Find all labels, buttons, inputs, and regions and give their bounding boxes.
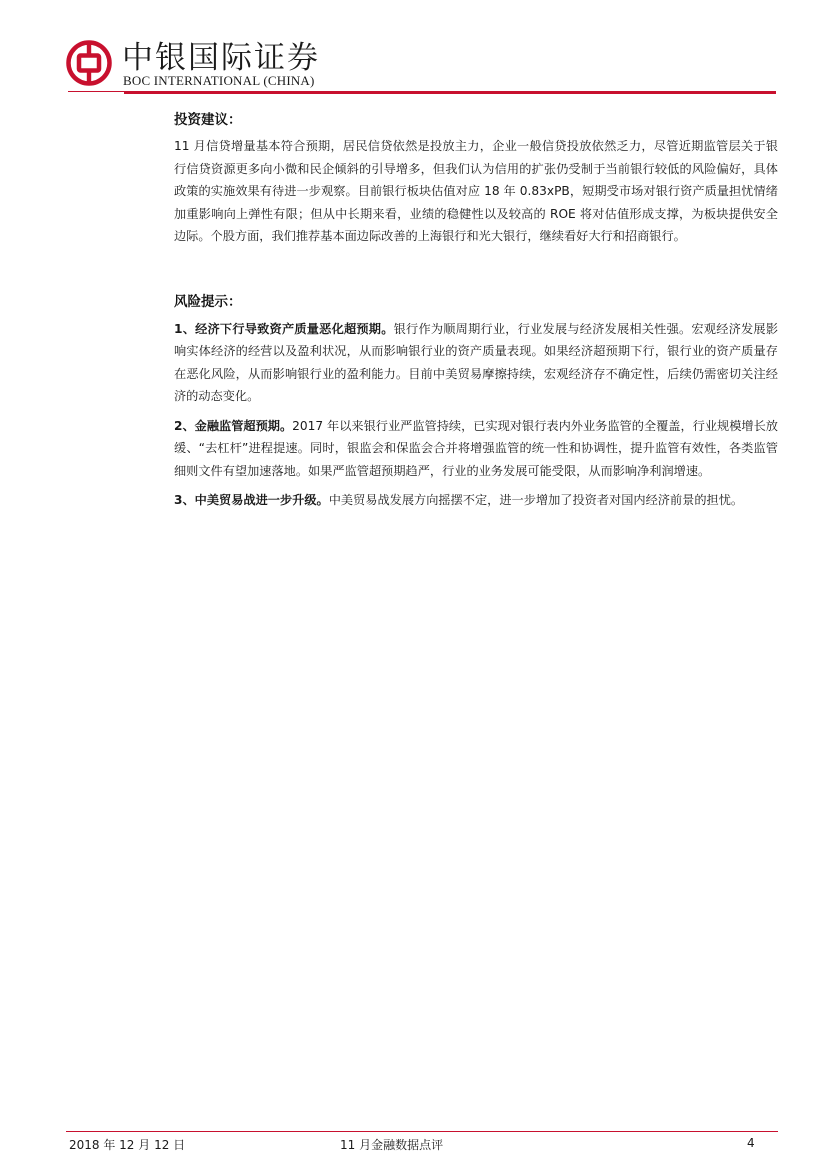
bank-of-china-logo-icon bbox=[66, 40, 112, 86]
risk-item-text: 银行作为顺周期行业，行业发展与经济发展相关性强。宏观经济发展影响实体经济的经营以及盈利状况，从而影响银行业的资产质量表现。如果经济超预期下行，银行业的资产质量存在恶化风险，从而影响银行业的盈利能力。目前中美贸易摩擦持续，宏观经济存不确定性，后续仍需密切关注经济的动态变化。 bbox=[174, 321, 779, 403]
brand-name-cn: 中银国际证券 bbox=[122, 40, 320, 76]
risk-item bbox=[174, 489, 778, 512]
footer-divider bbox=[66, 1131, 778, 1132]
header-divider bbox=[124, 91, 776, 94]
risk-item-text: 中美贸易战发展方向摇摆不定，进一步增加了投资者对国内经济前景的担忧。 bbox=[328, 493, 744, 507]
risk-item-lead: 2、金融监管超预期。 bbox=[174, 418, 293, 433]
risk-item bbox=[174, 318, 778, 408]
report-body bbox=[174, 110, 778, 512]
footer-report-title: 11 月金融数据点评 bbox=[340, 1138, 444, 1152]
risk-item-lead: 3、中美贸易战进一步升级。 bbox=[174, 493, 329, 507]
header-divider-thin bbox=[68, 91, 124, 92]
risk-item-lead: 1、经济下行导致资产质量恶化超预期。 bbox=[174, 321, 394, 336]
footer-date: 2018 年 12 月 12 日 bbox=[69, 1138, 186, 1152]
brand-name-en: BOC INTERNATIONAL (CHINA) bbox=[123, 73, 315, 88]
page-header bbox=[0, 0, 827, 100]
risk-item-text: 2017 年以来银行业严监管持续，已实现对银行表内外业务监管的全覆盖，行业规模增长放缓、“去杠杆”进程提速。同时，银监会和保监会合并将增强监管的统一性和协调性，提升监管有效性，各类监管细则文件有望加速落地。如果严监管超预期趋严，行业的业务发展可能受限，从而影响净利润增速。 bbox=[174, 418, 778, 478]
risk-warning-heading: 风险提示： bbox=[174, 293, 242, 310]
risk-item bbox=[174, 415, 778, 483]
page-number: 4 bbox=[747, 1136, 755, 1150]
investment-advice-heading: 投资建议： bbox=[174, 112, 242, 128]
investment-advice-paragraph: 11 月信贷增量基本符合预期，居民信贷依然是投放主力，企业一般信贷投放依然乏力，尽管近期监管层关于银行信贷资源更多向小微和民企倾斜的引导增多，但我们认为信用的扩张仍受制于当前银行较低的风险偏好，具体政策的实施效果有待进一步观察。目前银行板块估值对应 18 年 0.83xPB，短期受市场对银行资产质量担忧情绪加重影响向上弹性有限；但从中长期来看，业绩的稳健性以及较高的 ROE 将对估值形成支撑，为板块提供安全边际。个股方面，我们推荐基本面边际改善的上海银行和光大银行，继续看好大行和招商银行。 bbox=[174, 139, 778, 243]
